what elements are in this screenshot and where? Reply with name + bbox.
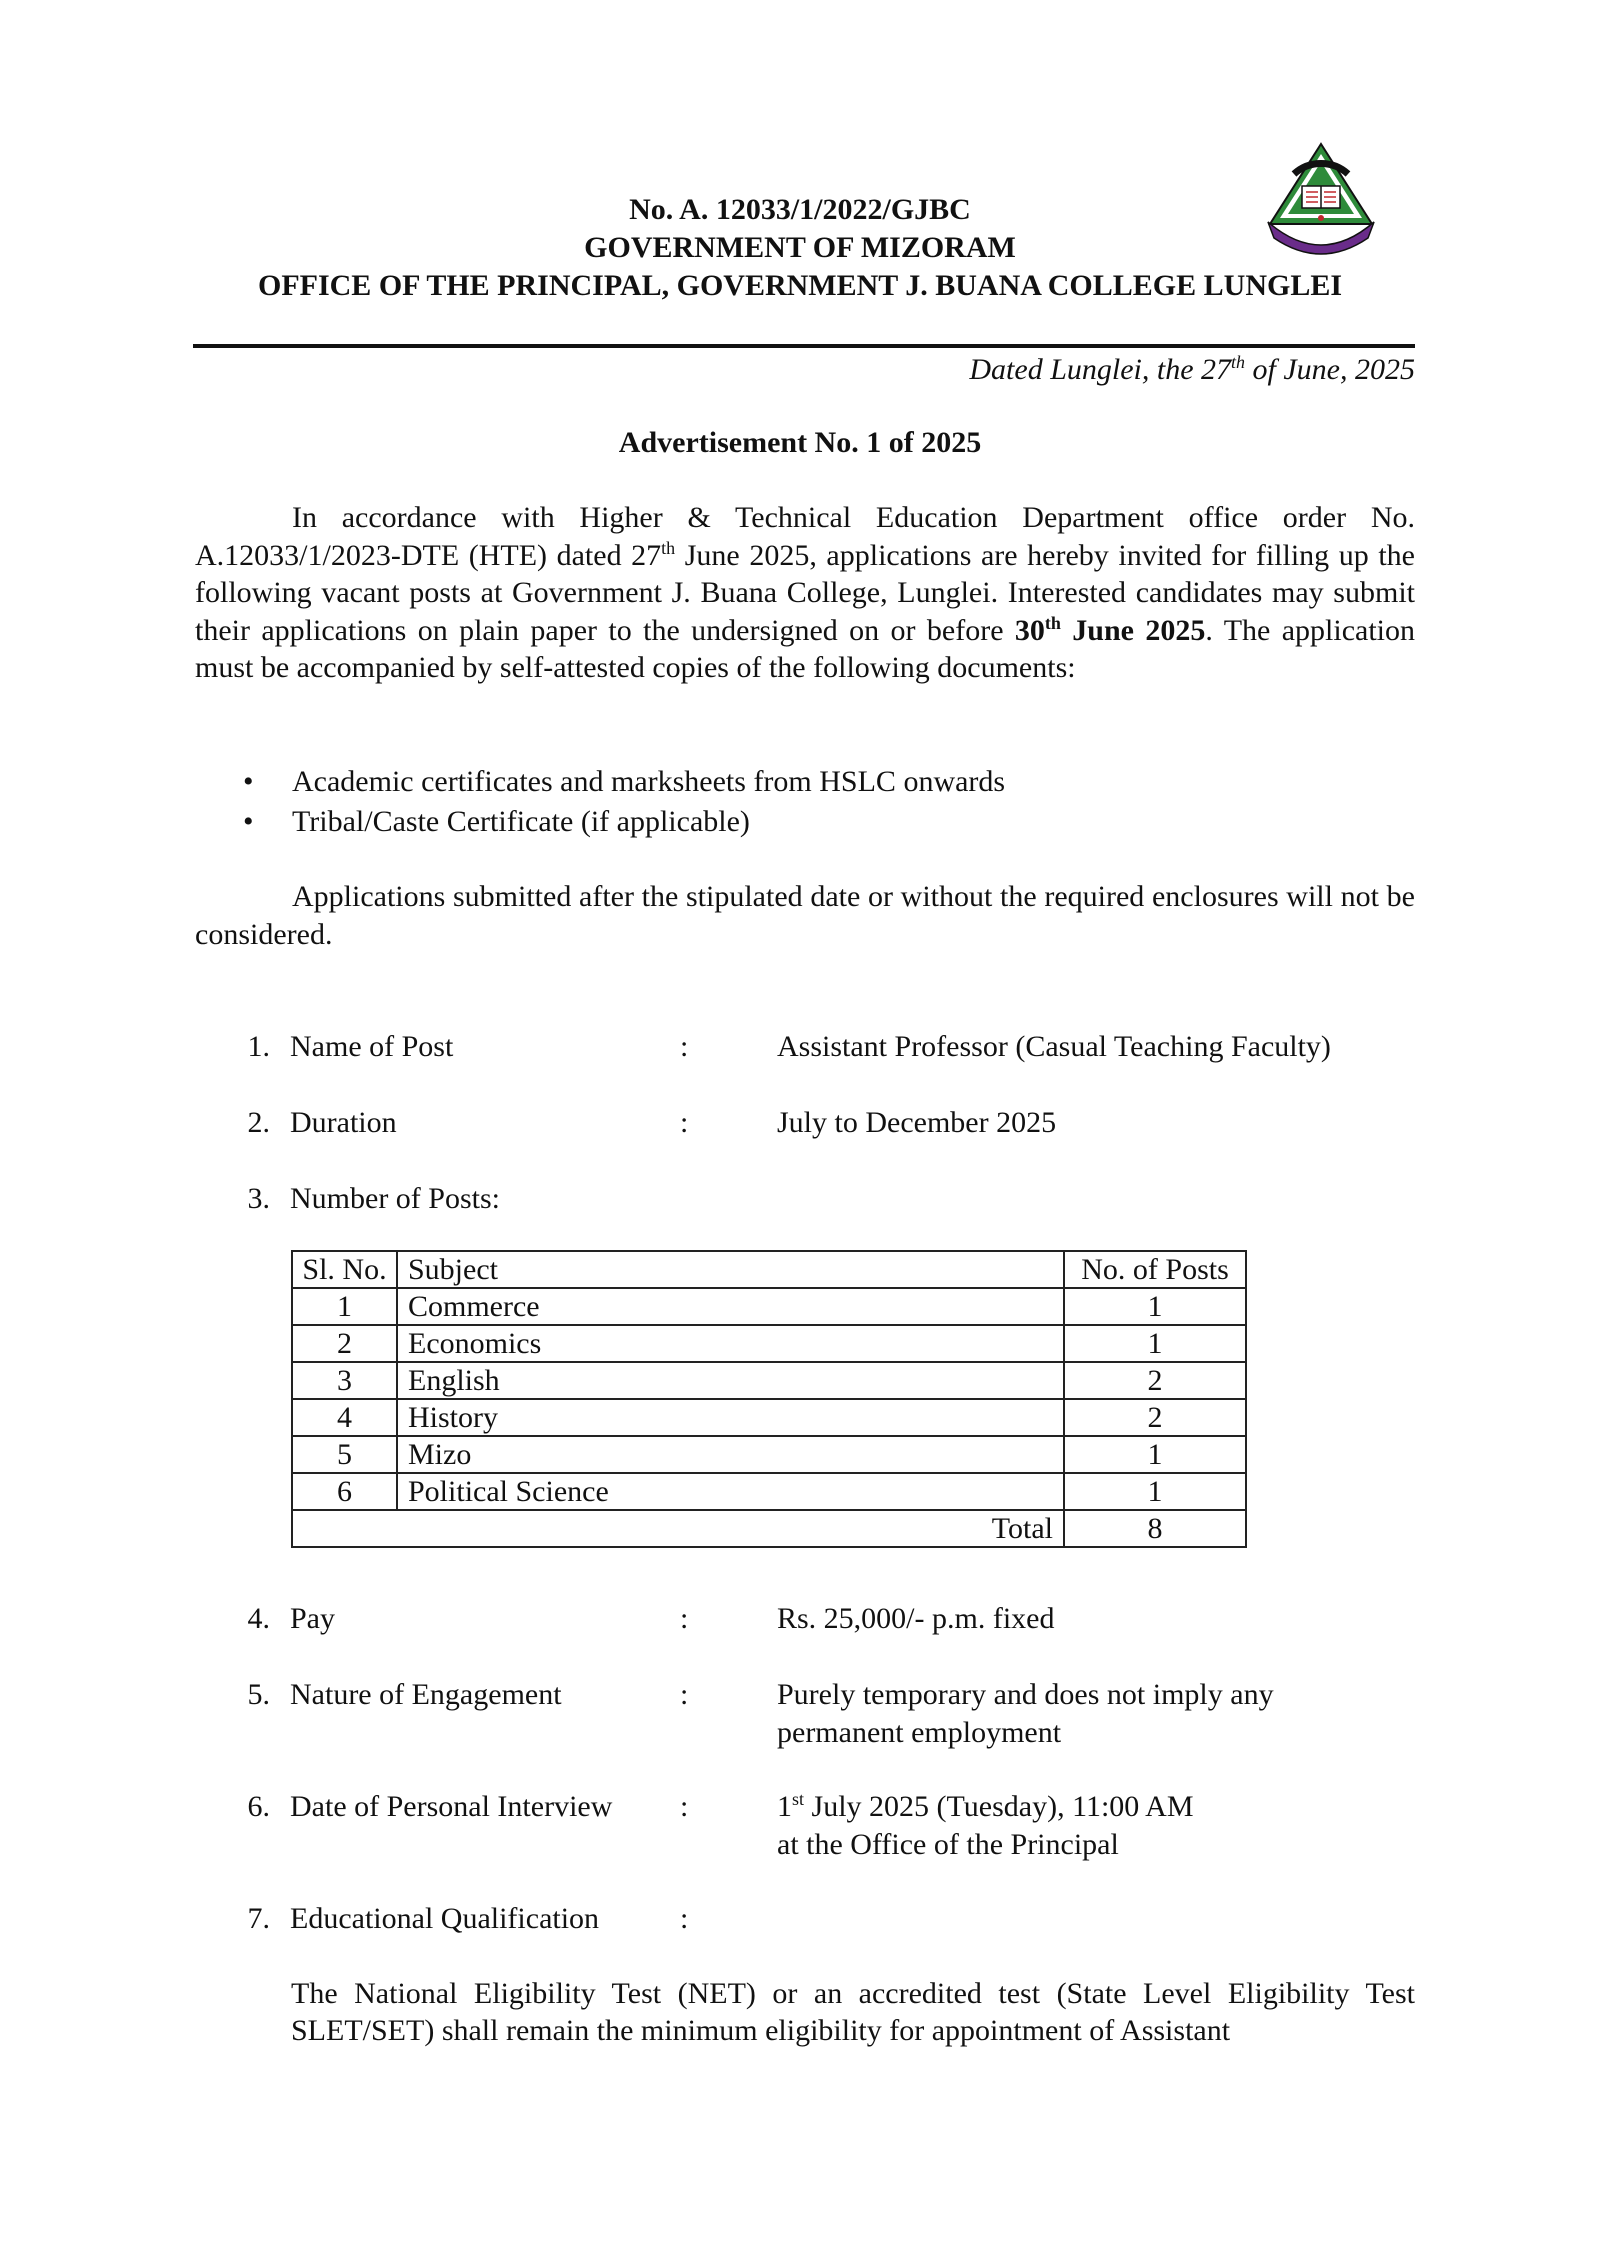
office-heading: OFFICE OF THE PRINCIPAL, GOVERNMENT J. BUANA COLLEGE LUNGLEI <box>257 269 1343 302</box>
government-heading: GOVERNMENT OF MIZORAM <box>584 231 1016 264</box>
posts-table <box>291 1250 1247 1548</box>
college-seal-logo <box>1258 138 1384 264</box>
table-row: 1 Commerce 1 <box>292 1288 1246 1325</box>
list-item: • Tribal/Caste Certificate (if applicable) <box>243 805 750 838</box>
documents-list <box>195 762 1005 842</box>
qualification-paragraph: The National Eligibility Test (NET) or an accredited test (State Level Eligibility Test SLET/SET) shall remain the minimum eligibility for appointment of Assistant <box>291 1977 1415 2047</box>
table-row: 4 History 2 <box>292 1399 1246 1436</box>
list-item: • Academic certificates and marksheets from HSLC onwards <box>243 765 1006 798</box>
reference-number: No. A. 12033/1/2022/GJBC <box>629 193 971 226</box>
table-total-row: Total 8 <box>292 1510 1246 1547</box>
table-row: 6 Political Science 1 <box>292 1473 1246 1510</box>
intro-paragraph: In accordance with Higher & Technical Education Department office order No. A.12033/1/2023-DTE (HTE) dated 27th June 2025, applications are hereby invited for filling up the following vacant posts at Government J. Buana College, Lunglei. Interested candidates may submit their applications on plain paper to the undersigned on or before 30th June 2025. The application must be accompanied by self-attested copies of the following documents: <box>195 501 1415 684</box>
advertisement-title: Advertisement No. 1 of 2025 <box>618 426 982 459</box>
document-page: No. A. 12033/1/2022/GJBC GOVERNMENT OF MIZORAM OFFICE OF THE PRINCIPAL, GOVERNMENT J. BUANA COLLEGE LUNGLEI Dated Lunglei, the 27th of June, 2025 Advertisement No. 1 of 2025 In accordance with Higher & Technical Education Department office order No. A.12033/1/2023-DTE (HTE) dated 27th June 2025, applications are hereby invited for filling up the following vacant posts at Government J. Buana College, Lunglei. Interested candidates may submit their applications on plain paper to the undersigned on or before 30th June 2025. The application must be accompanied by self-attested copies of the following documents: • Academic certificates and marksheets from HSLC onwards • Tribal/Caste Certificate (if applicable) Applications submitted after the stipulated date or without the required enclosures will not be considered. 1. Name of Post : Assistant Professor (Casual Teaching Faculty) 2. Duration : July to December 2025 3. Number of Posts: Sl. No. Subject No. of Posts 1 Commerce 1 2 Economics 1 3 English 2 4 History 2 5 Mizo 1 6 Political Science 1 Total 8 4. Pay : Rs. 25,000/- p.m. fixed 5. Nature of Engagement : Purely temporary and does not imply any permanent employment 6. Date of Personal Interview : 1st July 2025 (Tuesday), 11:00 AM at the Office of the Principal 7. Educational Qualification : The National Eligibility Test (NET) or an accredited test (State Level Eligibility Test SLET/SET) shall remain the minimum eligibility for appointment of Assistant <box>0 0 1600 2264</box>
header-divider <box>193 344 1415 348</box>
table-row: 5 Mizo 1 <box>292 1436 1246 1473</box>
table-header-row: Sl. No. Subject No. of Posts <box>292 1251 1246 1288</box>
table-row: 2 Economics 1 <box>292 1325 1246 1362</box>
notice-paragraph: Applications submitted after the stipulated date or without the required enclosures will not be considered. <box>195 880 1415 951</box>
dated-line: Dated Lunglei, the 27th of June, 2025 <box>969 352 1415 386</box>
table-row: 3 English 2 <box>292 1362 1246 1399</box>
